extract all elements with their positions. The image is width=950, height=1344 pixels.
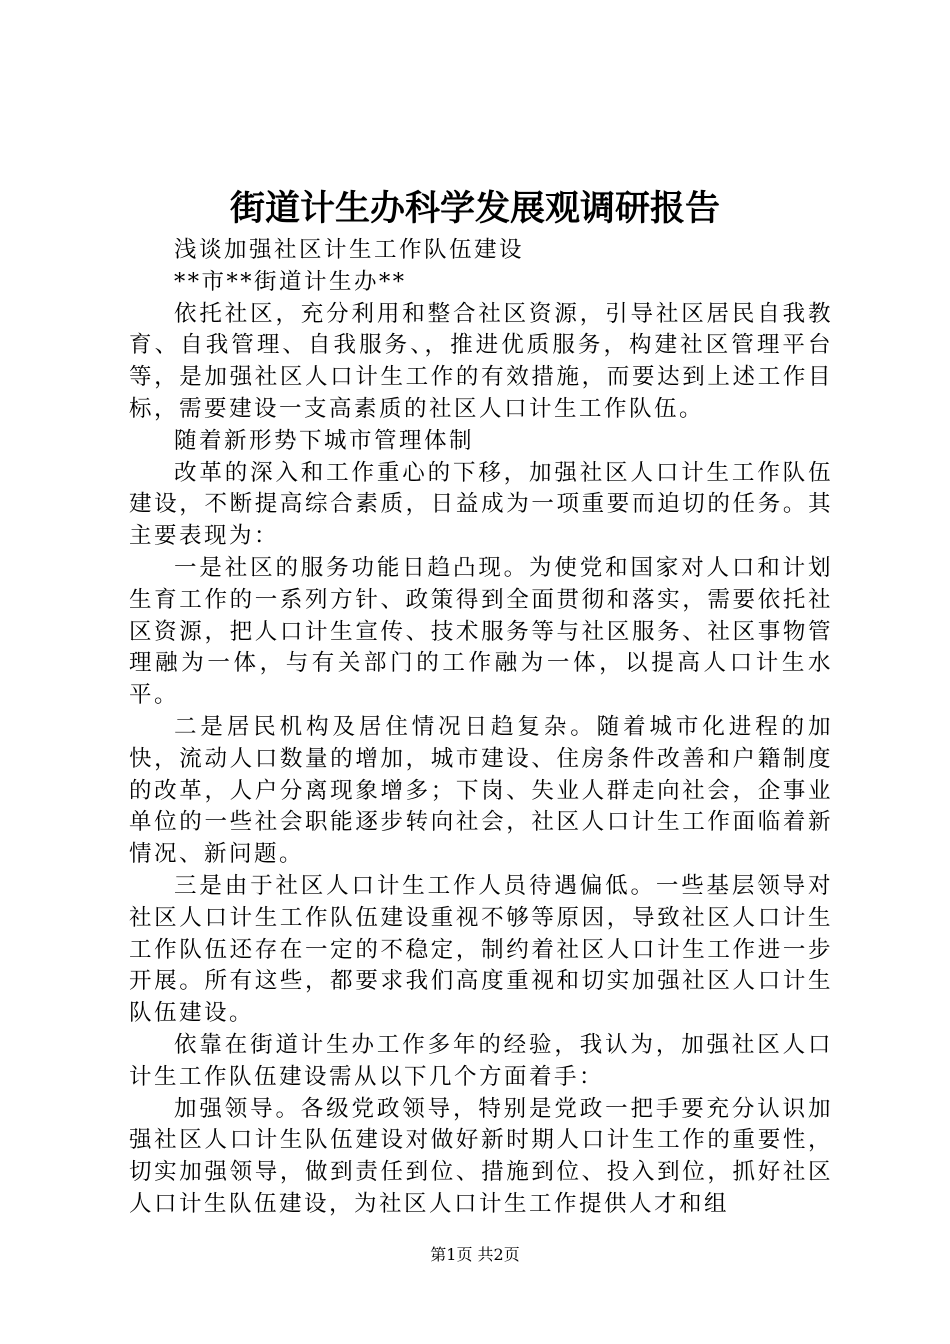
document-body [129,235,833,1221]
paragraph: 加强领导。各级党政领导，特别是党政一把手要充分认识加强社区人口计生队伍建设对做好新时期人口计生工作的重要性，切实加强领导，做到责任到位、措施到位、投入到位，抓好社区人口计生队伍建设，为社区人口计生工作提供人才和组 [129,1095,833,1217]
paragraph: 依靠在街道计生办工作多年的经验，我认为，加强社区人口计生工作队伍建设需从以下几个方面着手： [129,1031,833,1090]
subtitle: 浅谈加强社区计生工作队伍建设 [174,237,525,263]
paragraph: 依托社区，充分利用和整合社区资源，引导社区居民自我教育、自我管理、自我服务、，推进优质服务，构建社区管理平台等，是加强社区人口计生工作的有效措施，而要达到上述工作目标，需要建设一支高素质的社区人口计生工作队伍。 [129,300,833,422]
paragraph: 随着新形势下城市管理体制 [174,427,475,454]
paragraph: 一是社区的服务功能日趋凸现。为使党和国家对人口和计划生育工作的一系列方针、政策得到全面贯彻和落实，需要依托社区资源，把人口计生宣传、技术服务等与社区服务、社区事物管理融为一体，与有关部门的工作融为一体，以提高人口计生水平。 [129,554,833,709]
paragraph: 三是由于社区人口计生工作人员待遇偏低。一些基层领导对社区人口计生工作队伍建设重视不够等原因，导致社区人口计生工作队伍还存在一定的不稳定，制约着社区人口计生工作进一步开展。所有这些，都要求我们高度重视和切实加强社区人口计生队伍建设。 [129,872,833,1027]
paragraph: 二是居民机构及居住情况日趋复杂。随着城市化进程的加快，流动人口数量的增加，城市建设、住房条件改善和户籍制度的改革，人户分离现象增多；下岗、失业人群走向社会，企事业单位的一些社会职能逐步转向社会，社区人口计生工作面临着新情况、新问题。 [129,713,833,868]
document-title: 街道计生办科学发展观调研报告 [229,188,720,229]
page-number-footer: 第1页 共2页 [430,1245,520,1264]
paragraph: 改革的深入和工作重心的下移，加强社区人口计生工作队伍建设，不断提高综合素质，日益成为一项重要而迫切的任务。其主要表现为： [129,459,833,550]
author-line: **市**街道计生办** [174,268,407,295]
